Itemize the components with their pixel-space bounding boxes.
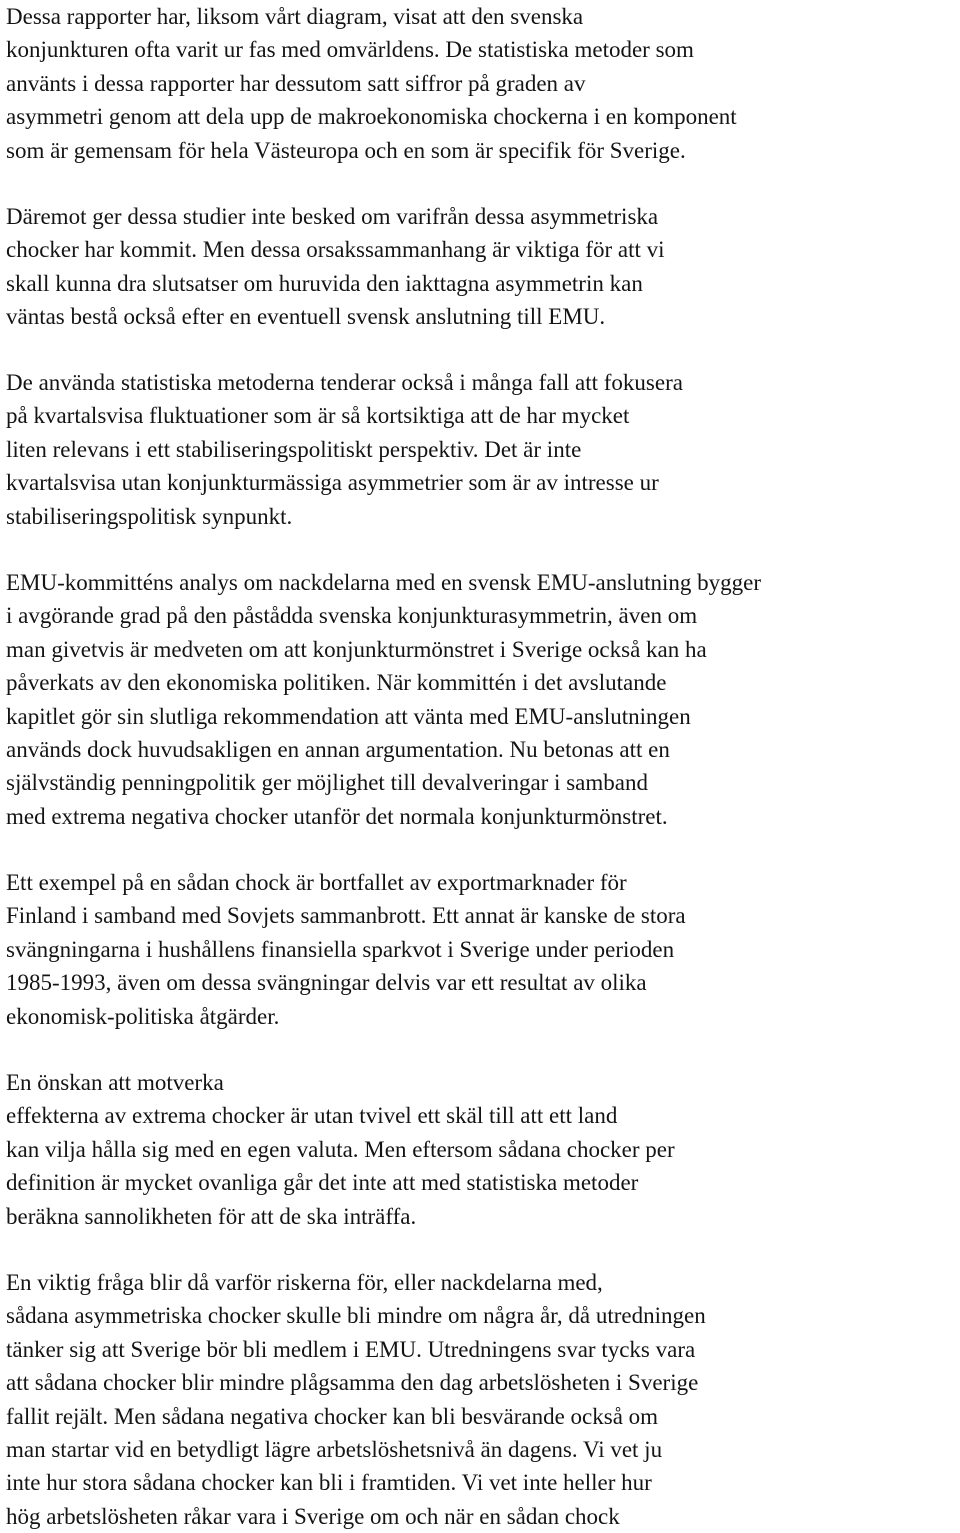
text-line: stabiliseringspolitisk synpunkt. [6,503,293,529]
text-line: skall kunna dra slutsatser om huruvida den iakttagna asymmetrin kan [6,270,643,296]
text-line: Dessa rapporter har, liksom vårt diagram, visat att den svenska [6,4,584,29]
text-line: 1985-1993, även om dessa svängningar delvis var ett resultat av olika [6,970,647,996]
text-line: kapitlet gör sin slutliga rekommendation att vänta med EMU-anslutningen [6,703,691,729]
text-line: Finland i samband med Sovjets sammanbrott. Ett annat är kanske de stora [6,903,686,929]
text-line: tänker sig att Sverige bör bli medlem i EMU. Utredningens svar tycks vara [6,1336,696,1362]
text-line: påverkats av den ekonomiska politiken. När kommittén i det avslutande [6,670,667,696]
text-line: asymmetri genom att dela upp de makroekonomiska chockerna i en komponent [6,104,737,130]
paragraph-5 [6,866,686,1033]
text-line: använts i dessa rapporter har dessutom satt siffror på graden av [6,70,586,96]
text-line: används dock huvudsakligen en annan argumentation. Nu betonas att en [6,737,670,763]
text-line: svängningarna i hushållens finansiella sparkvot i Sverige under perioden [6,936,675,962]
text-line: på kvartalsvisa fluktuationer som är så kortsiktiga att de har mycket [6,403,630,429]
paragraph-3 [6,366,683,533]
text-line: inte hur stora sådana chocker kan bli i framtiden. Vi vet inte heller hur [6,1470,652,1496]
text-line: väntas bestå också efter en eventuell svensk anslutning till EMU. [6,304,606,330]
text-line: beräkna sannolikheten för att de ska inträffa. [6,1203,417,1229]
text-line: En önskan att motverka [6,1070,224,1095]
text-line: Ett exempel på en sådan chock är bortfallet av exportmarknader för [6,870,627,895]
text-line: hög arbetslösheten råkar vara i Sverige om och när en sådan chock [6,1503,620,1529]
text-line: man givetvis är medveten om att konjunkturmönstret i Sverige också kan ha [6,636,707,662]
paragraph-6 [6,1066,675,1233]
text-line: konjunkturen ofta varit ur fas med omvärldens. De statistiska metoder som [6,37,694,63]
text-line: som är gemensam för hela Västeuropa och en som är specifik för Sverige. [6,137,686,163]
text-line: att sådana chocker blir mindre plågsamma den dag arbetslösheten i Sverige [6,1370,699,1396]
text-line: fallit rejält. Men sådana negativa chocker kan bli besvärande också om [6,1403,659,1429]
text-line: De använda statistiska metoderna tenderar också i många fall att fokusera [6,370,683,395]
text-line: Däremot ger dessa studier inte besked om varifrån dessa asymmetriska [6,204,659,229]
paragraph-4 [6,566,761,833]
text-line: kvartalsvisa utan konjunkturmässiga asymmetrier som är av intresse ur [6,470,659,496]
text-line: man startar vid en betydligt lägre arbetslöshetsnivå än dagens. Vi vet ju [6,1437,663,1463]
text-line: i avgörande grad på den påstådda svenska konjunkturasymmetrin, även om [6,603,698,629]
text-line: liten relevans i ett stabiliseringspolitiskt perspektiv. Det är inte [6,436,582,462]
paragraph-7 [6,1266,706,1533]
text-line: definition är mycket ovanliga går det inte att med statistiska metoder [6,1170,639,1196]
text-line: En viktig fråga blir då varför riskerna för, eller nackdelarna med, [6,1270,603,1295]
text-line: kan vilja hålla sig med en egen valuta. Men eftersom sådana chocker per [6,1136,675,1162]
text-line: sådana asymmetriska chocker skulle bli mindre om några år, då utredningen [6,1303,706,1329]
paragraph-2 [6,200,665,334]
paragraph-1 [6,0,737,167]
text-line: ekonomisk-politiska åtgärder. [6,1003,280,1029]
text-line: med extrema negativa chocker utanför det normala konjunkturmönstret. [6,803,668,829]
text-line: EMU-kommitténs analys om nackdelarna med en svensk EMU-anslutning bygger [6,570,762,595]
text-line: effekterna av extrema chocker är utan tvivel ett skäl till att ett land [6,1103,618,1129]
text-line: chocker har kommit. Men dessa orsakssammanhang är viktiga för att vi [6,237,665,263]
text-line: självständig penningpolitik ger möjlighet till devalveringar i samband [6,770,648,796]
